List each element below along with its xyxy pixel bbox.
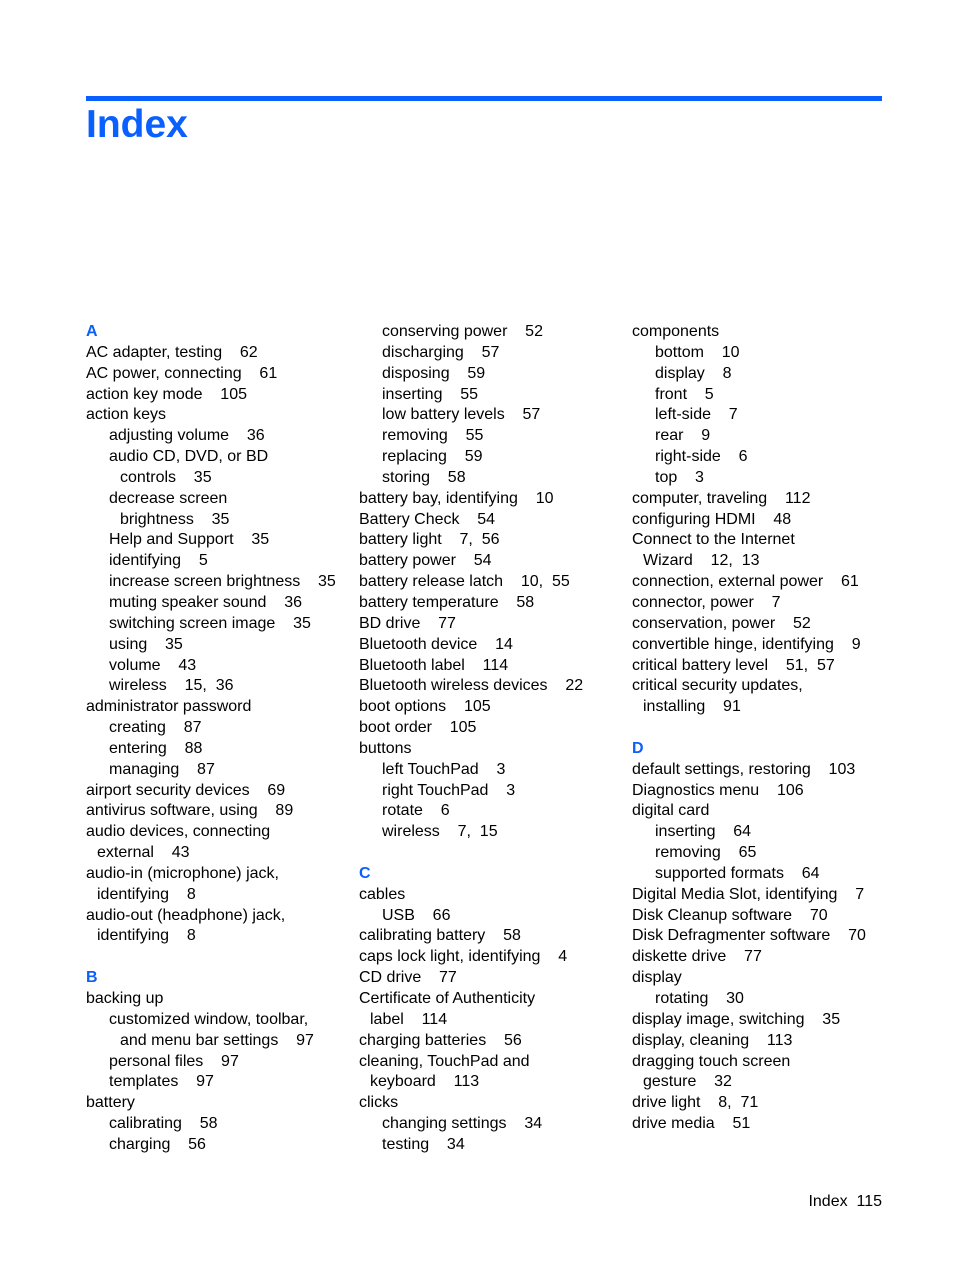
index-entry: default settings, restoring 103 [632, 760, 856, 778]
index-subentry: muting speaker sound 36 [109, 593, 303, 611]
index-subentry: wireless 7, 15 [382, 823, 498, 841]
index-subentry: low battery levels 57 [382, 406, 541, 424]
index-entry: dragging touch screen [632, 1052, 791, 1070]
index-entry: audio-out (headphone) jack, [86, 906, 286, 924]
index-subentry: entering 88 [109, 739, 203, 757]
index-subentry: personal files 97 [109, 1052, 239, 1070]
index-entry: Bluetooth wireless devices 22 [359, 677, 584, 695]
index-subentry: templates 97 [109, 1073, 214, 1091]
index-subentry: rear 9 [655, 427, 711, 445]
index-section-letter: B [86, 969, 98, 987]
index-entry: charging batteries 56 [359, 1031, 522, 1049]
index-subentry: switching screen image 35 [109, 614, 311, 632]
index-subentry: rotate 6 [382, 802, 450, 820]
index-entry: antivirus software, using 89 [86, 802, 294, 820]
section-gap [359, 843, 583, 864]
index-subentry: testing 34 [382, 1135, 465, 1153]
section-gap [86, 947, 336, 968]
index-subentry: changing settings 34 [382, 1115, 543, 1133]
index-entry: critical battery level 51, 57 [632, 656, 835, 674]
index-continuation: identifying 8 [97, 927, 196, 945]
index-column-2 [359, 322, 583, 1156]
index-continuation: label 114 [370, 1010, 448, 1028]
index-entry: clicks [359, 1094, 399, 1112]
index-subentry: charging 56 [109, 1135, 206, 1153]
index-entry: computer, traveling 112 [632, 489, 811, 507]
page-number: 115 [856, 1193, 882, 1210]
index-entry: Diagnostics menu 106 [632, 781, 804, 799]
index-continuation: gesture 32 [643, 1073, 732, 1091]
index-entry: Disk Cleanup software 70 [632, 906, 828, 924]
index-entry: BD drive 77 [359, 614, 456, 632]
title-rule [86, 96, 882, 101]
index-subentry: discharging 57 [382, 343, 500, 361]
index-entry: Digital Media Slot, identifying 7 [632, 885, 865, 903]
index-subentry: removing 65 [655, 844, 757, 862]
index-section-letter: A [86, 323, 98, 340]
index-entry: audio-in (microphone) jack, [86, 864, 279, 882]
index-subentry: customized window, toolbar, [109, 1010, 309, 1028]
index-entry: Battery Check 54 [359, 510, 496, 528]
index-subentry: storing 58 [382, 468, 466, 486]
index-subentry: display 8 [655, 364, 732, 382]
index-entry: AC adapter, testing 62 [86, 343, 258, 361]
index-section-letter: D [632, 739, 644, 757]
index-entry: action key mode 105 [86, 385, 247, 403]
index-subentry: decrease screen [109, 489, 228, 507]
index-entry: battery power 54 [359, 552, 492, 570]
index-entry: conservation, power 52 [632, 614, 811, 632]
index-entry: configuring HDMI 48 [632, 510, 792, 528]
index-entry: display [632, 969, 682, 987]
index-subentry: replacing 59 [382, 448, 483, 466]
index-subentry: front 5 [655, 385, 714, 403]
index-entry: cables [359, 885, 406, 903]
index-entry: connector, power 7 [632, 593, 781, 611]
index-entry: battery bay, identifying 10 [359, 489, 554, 507]
page-footer [808, 1192, 882, 1212]
index-subentry: inserting 64 [655, 823, 752, 841]
index-column-3 [632, 322, 866, 1135]
index-subentry: identifying 5 [109, 552, 208, 570]
index-entry: battery light 7, 56 [359, 531, 500, 549]
index-continuation: brightness 35 [120, 510, 230, 528]
index-subentry: inserting 55 [382, 385, 479, 403]
page-title: Index [86, 103, 188, 146]
index-entry: airport security devices 69 [86, 781, 286, 799]
index-subentry: wireless 15, 36 [109, 677, 234, 695]
index-subentry: bottom 10 [655, 343, 740, 361]
index-subentry: conserving power 52 [382, 323, 543, 340]
index-column-1 [86, 322, 336, 1156]
index-subentry: top 3 [655, 468, 704, 486]
index-continuation: Wizard 12, 13 [643, 552, 760, 570]
index-entry: Disk Defragmenter software 70 [632, 927, 866, 945]
index-subentry: disposing 59 [382, 364, 486, 382]
index-subentry: calibrating 58 [109, 1115, 218, 1133]
index-subentry: supported formats 64 [655, 864, 820, 882]
index-entry: Connect to the Internet [632, 531, 795, 549]
index-subentry: right TouchPad 3 [382, 781, 516, 799]
index-entry: battery [86, 1094, 135, 1112]
index-entry: battery release latch 10, 55 [359, 573, 570, 591]
index-subentry: left-side 7 [655, 406, 738, 424]
index-entry: critical security updates, [632, 677, 803, 695]
index-entry: components [632, 323, 720, 340]
index-continuation: and menu bar settings 97 [120, 1031, 314, 1049]
index-continuation: keyboard 113 [370, 1073, 480, 1091]
index-entry: audio devices, connecting [86, 823, 271, 841]
index-entry: digital card [632, 802, 710, 820]
index-entry: AC power, connecting 61 [86, 364, 278, 382]
index-entry: boot options 105 [359, 698, 491, 716]
index-entry: backing up [86, 990, 164, 1007]
index-subentry: managing 87 [109, 760, 215, 778]
index-subentry: right-side 6 [655, 448, 748, 466]
index-subentry: using 35 [109, 635, 183, 653]
index-entry: Bluetooth device 14 [359, 635, 513, 653]
index-subentry: audio CD, DVD, or BD [109, 448, 269, 466]
footer-label: Index [808, 1193, 848, 1210]
index-entry: Bluetooth label 114 [359, 656, 509, 674]
index-subentry: adjusting volume 36 [109, 427, 265, 445]
index-subentry: USB 66 [382, 906, 451, 924]
index-entry: calibrating battery 58 [359, 927, 521, 945]
index-entry: Certificate of Authenticity [359, 990, 536, 1007]
index-continuation: controls 35 [120, 468, 212, 486]
index-subentry: left TouchPad 3 [382, 760, 506, 778]
index-entry: CD drive 77 [359, 969, 457, 987]
index-entry: administrator password [86, 698, 252, 716]
index-continuation: external 43 [97, 844, 190, 862]
index-entry: boot order 105 [359, 719, 477, 737]
index-entry: display image, switching 35 [632, 1010, 841, 1028]
index-entry: diskette drive 77 [632, 948, 762, 966]
section-gap [632, 718, 866, 739]
index-entry: action keys [86, 406, 167, 424]
index-continuation: identifying 8 [97, 885, 196, 903]
index-section-letter: C [359, 864, 371, 882]
index-subentry: volume 43 [109, 656, 197, 674]
index-subentry: rotating 30 [655, 990, 744, 1007]
index-entry: convertible hinge, identifying 9 [632, 635, 861, 653]
index-subentry: Help and Support 35 [109, 531, 270, 549]
index-entry: battery temperature 58 [359, 593, 535, 611]
index-entry: buttons [359, 739, 412, 757]
index-subentry: creating 87 [109, 719, 202, 737]
index-continuation: installing 91 [643, 698, 741, 716]
index-entry: drive light 8, 71 [632, 1094, 759, 1112]
index-subentry: increase screen brightness 35 [109, 573, 336, 591]
index-subentry: removing 55 [382, 427, 484, 445]
index-entry: connection, external power 61 [632, 573, 859, 591]
index-entry: caps lock light, identifying 4 [359, 948, 568, 966]
index-entry: drive media 51 [632, 1115, 751, 1133]
index-entry: display, cleaning 113 [632, 1031, 793, 1049]
index-entry: cleaning, TouchPad and [359, 1052, 530, 1070]
